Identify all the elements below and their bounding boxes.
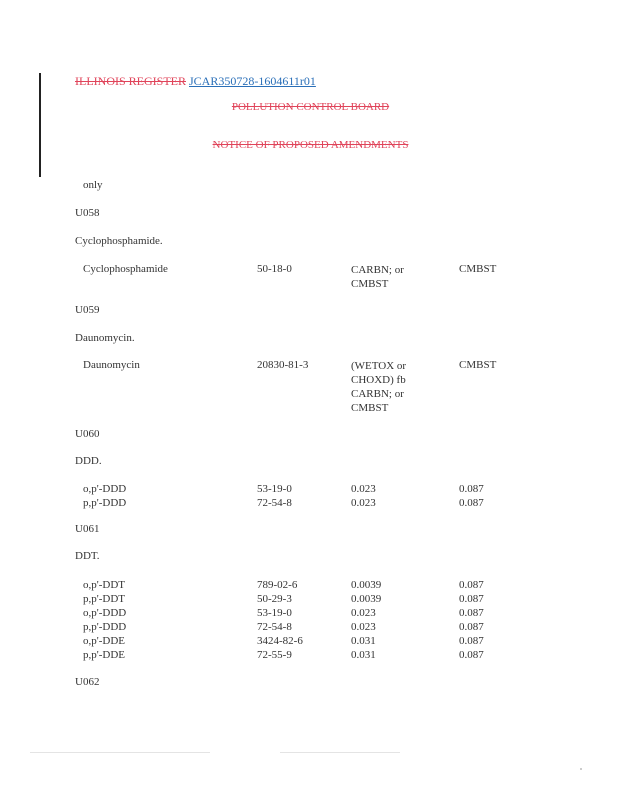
- u060-wastewater-column: [351, 482, 376, 510]
- wastewater-cell: (WETOX or CHOXD) fb CARBN; or CMBST: [351, 360, 407, 414]
- nonwastewater-cell: 0.087: [459, 621, 484, 633]
- waste-code-u062: U062: [75, 676, 100, 688]
- waste-name-u058: Cyclophosphamide.: [75, 235, 163, 247]
- wastewater-cell: 0.023: [351, 497, 376, 509]
- u060-cas-column: [257, 482, 292, 510]
- cas-cell: 50-29-3: [257, 593, 292, 605]
- constituent-cell: o,p'-DDD: [83, 483, 127, 495]
- cas-cell: 50-18-0: [257, 263, 292, 275]
- wastewater-cell: 0.023: [351, 483, 376, 495]
- wastewater-cell: 0.031: [351, 635, 376, 647]
- nonwastewater-cell: 0.087: [459, 483, 484, 495]
- wastewater-cell: 0.031: [351, 649, 376, 661]
- nonwastewater-cell: 0.087: [459, 649, 484, 661]
- waste-name-u061: DDT.: [75, 550, 100, 562]
- nonwastewater-cell: 0.087: [459, 607, 484, 619]
- cas-cell: 3424-82-6: [257, 635, 303, 647]
- revision-margin-bar: [39, 73, 41, 177]
- waste-code-u059: U059: [75, 304, 100, 316]
- wastewater-cell: 0.0039: [351, 579, 382, 591]
- cas-cell: 72-54-8: [257, 621, 292, 633]
- cas-cell: 20830-81-3: [257, 359, 309, 371]
- u060-constituent-column: [83, 482, 126, 510]
- waste-name-u060: DDD.: [75, 455, 102, 467]
- constituent-cell: o,p'-DDE: [83, 635, 126, 647]
- board-title: POLLUTION CONTROL BOARD: [231, 101, 390, 113]
- register-inserted-text: JCAR350728-1604611r01: [189, 74, 316, 88]
- u061-cas-column: [257, 578, 303, 662]
- wastewater-cell: 0.023: [351, 621, 376, 633]
- nonwastewater-cell: CMBST: [459, 359, 497, 371]
- constituent-cell: o,p'-DDT: [83, 579, 126, 591]
- cas-cell: 72-54-8: [257, 497, 292, 509]
- constituent-cell: p,p'-DDD: [83, 621, 127, 633]
- footer-rule: [280, 752, 400, 753]
- page-mark: [580, 768, 582, 770]
- footer-rule: [30, 752, 210, 753]
- cas-cell: 72-55-9: [257, 649, 292, 661]
- continuation-text: only: [83, 179, 103, 191]
- register-deleted-text: ILLINOIS REGISTER: [75, 74, 186, 88]
- notice-title: NOTICE OF PROPOSED AMENDMENTS: [212, 139, 409, 151]
- waste-code-u058: U058: [75, 207, 100, 219]
- waste-name-u059: Daunomycin.: [75, 332, 135, 344]
- nonwastewater-cell: 0.087: [459, 497, 484, 509]
- cas-cell: 53-19-0: [257, 483, 292, 495]
- u061-constituent-column: [83, 578, 126, 662]
- constituent-cell: p,p'-DDD: [83, 497, 127, 509]
- u061-wastewater-column: [351, 578, 381, 662]
- nonwastewater-cell: 0.087: [459, 579, 484, 591]
- wastewater-cell: 0.023: [351, 607, 376, 619]
- register-header: [75, 74, 316, 89]
- constituent-cell: o,p'-DDD: [83, 607, 127, 619]
- constituent-cell: Cyclophosphamide: [83, 263, 168, 275]
- nonwastewater-cell: 0.087: [459, 635, 484, 647]
- nonwastewater-cell: CMBST: [459, 263, 497, 275]
- wastewater-cell: CARBN; or CMBST: [351, 264, 404, 290]
- waste-code-u061: U061: [75, 523, 100, 535]
- constituent-cell: p,p'-DDT: [83, 593, 126, 605]
- wastewater-cell: 0.0039: [351, 593, 382, 605]
- cas-cell: 789-02-6: [257, 579, 298, 591]
- cas-cell: 53-19-0: [257, 607, 292, 619]
- nonwastewater-cell: 0.087: [459, 593, 484, 605]
- constituent-cell: p,p'-DDE: [83, 649, 126, 661]
- u061-nonwastewater-column: [459, 578, 484, 662]
- waste-code-u060: U060: [75, 428, 100, 440]
- constituent-cell: Daunomycin: [83, 359, 140, 371]
- u060-nonwastewater-column: [459, 482, 484, 510]
